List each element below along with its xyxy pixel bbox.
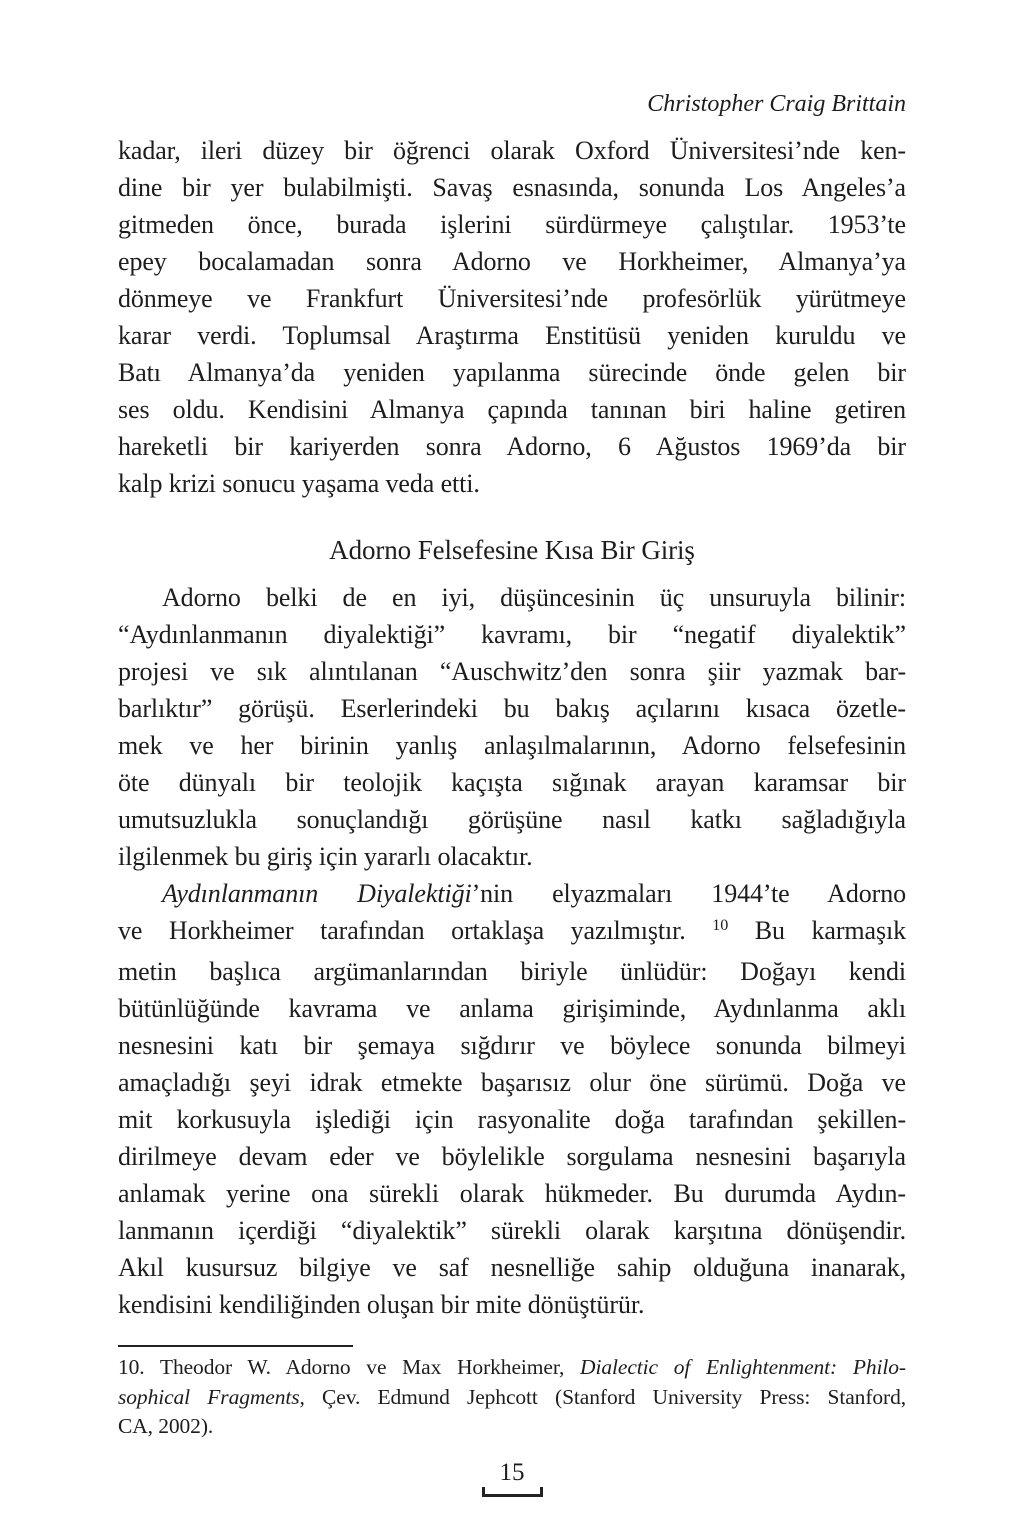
text-line <box>118 801 906 838</box>
text-segment: 10. Theodor W. Adorno ve Max Horkheimer, <box>118 1355 581 1379</box>
text-segment: Bu karmaşık <box>728 916 906 945</box>
text-segment: , Çev. Edmund Jephcott (Stanford University Press: Stanford, <box>299 1384 907 1409</box>
text-segment: projesi ve sık alıntılanan “Auschwitz’den sonra şiir yazmak bar- <box>118 657 906 686</box>
text-line <box>118 579 906 616</box>
text-segment: lanmanın içerdiği “diyalektik” sürekli olarak karşıtına dönüşendir. <box>118 1216 906 1245</box>
text-segment: bütünlüğünde kavrama ve anlama girişiminde, Aydınlanma aklı <box>118 994 906 1023</box>
text-segment: mek ve her birinin yanlış anlaşılmalarının, Adorno felsefesinin <box>118 731 906 760</box>
text-segment: dönmeye ve Frankfurt Üniversitesi’nde profesörlük yürütmeye <box>118 284 906 313</box>
text-line <box>118 1138 906 1175</box>
text-line <box>118 280 906 317</box>
text-segment: kendisini kendiliğinden oluşan bir mite dönüştürür. <box>118 1290 645 1319</box>
page-number: 15 <box>499 1458 525 1486</box>
text-line <box>118 354 906 391</box>
text-line <box>118 465 906 502</box>
paragraph-three-elements <box>118 579 906 875</box>
text-column <box>118 90 906 1497</box>
text-line <box>118 317 906 354</box>
text-line <box>118 838 906 875</box>
text-segment: ses oldu. Kendisini Almanya çapında tanınan biri haline getiren <box>118 395 906 424</box>
text-segment: nesnesini katı bir şemaya sığdırır ve böylece sonunda bilmeyi <box>118 1031 906 1060</box>
text-segment: gitmeden önce, burada işlerini sürdürmeye çalıştılar. 1953’te <box>118 210 906 239</box>
text-line <box>118 653 906 690</box>
text-segment: Adorno belki de en iyi, düşüncesinin üç unsuruyla bilinir: <box>162 583 906 612</box>
text-line <box>118 243 906 280</box>
page-number-bracket <box>482 1458 543 1497</box>
text-line <box>118 132 906 169</box>
text-segment: metin başlıca argümanlarından biriyle ünlüdür: Doğayı kendi <box>118 957 906 986</box>
text-segment: epey bocalamadan sonra Adorno ve Horkheimer, Almanya’ya <box>118 247 906 276</box>
text-segment: Batı Almanya’da yeniden yapılanma sürecinde önde gelen bir <box>118 358 906 387</box>
footnote-rule <box>118 1345 353 1347</box>
text-line <box>118 1027 906 1064</box>
paragraph-dialectic-of-enlightenment <box>118 875 906 1323</box>
text-line <box>118 206 906 243</box>
text-line <box>118 428 906 465</box>
text-line <box>118 1212 906 1249</box>
text-segment: ve Horkheimer tarafından ortaklaşa yazılmıştır. <box>118 916 713 945</box>
text-line <box>118 391 906 428</box>
text-segment: barlıktır” görüşü. Eserlerindeki bu bakış açılarını kısaca özetle- <box>118 694 906 723</box>
text-segment: karar verdi. Toplumsal Araştırma Enstitüsü yeniden kuruldu ve <box>118 321 906 350</box>
text-line <box>118 1286 906 1323</box>
text-line <box>118 1249 906 1286</box>
section-heading: Adorno Felsefesine Kısa Bir Giriş <box>329 535 695 565</box>
text-line <box>118 875 906 912</box>
text-segment: öte dünyalı bir teolojik kaçışta sığınak arayan karamsar bir <box>118 768 906 797</box>
italic-text-segment: Dialectic of Enlightenment: Philo- <box>580 1355 906 1379</box>
text-segment: ilgilenmek bu giriş için yararlı olacaktır. <box>118 842 533 871</box>
paragraph-biography <box>118 132 906 502</box>
text-line <box>118 616 906 653</box>
text-segment: amaçladığı şeyi idrak etmekte başarısız olur öne sürümü. Doğa ve <box>118 1068 906 1097</box>
footnote-10 <box>118 1353 906 1442</box>
text-segment: mit korkusuyla işlediği için rasyonalite doğa tarafından şekillen- <box>118 1105 906 1134</box>
text-line <box>118 727 906 764</box>
text-line <box>118 1412 906 1442</box>
text-segment: Akıl kusursuz bilgiye ve saf nesnelliğe sahip olduğuna inanarak, <box>118 1253 906 1282</box>
text-segment: dirilmeye devam eder ve böylelikle sorgulama nesnesini başarıyla <box>118 1142 906 1171</box>
text-line <box>118 690 906 727</box>
text-line <box>118 169 906 206</box>
text-line <box>118 1064 906 1101</box>
italic-text-segment: sophical Fragments <box>118 1384 300 1409</box>
text-segment: dine bir yer bulabilmişti. Savaş esnasında, sonunda Los Angeles’a <box>118 173 906 202</box>
text-segment: CA, 2002). <box>118 1414 214 1438</box>
text-line <box>118 764 906 801</box>
text-line <box>118 953 906 990</box>
text-line <box>118 990 906 1027</box>
text-line <box>118 912 906 953</box>
text-line <box>118 1353 906 1383</box>
text-line <box>118 1383 906 1413</box>
text-segment: umutsuzlukla sonuçlandığı görüşüne nasıl katkı sağladığıyla <box>118 805 906 834</box>
footnote-marker: 10 <box>712 917 729 935</box>
italic-text-segment: Aydınlanmanın Diyalektiği <box>162 879 472 908</box>
page-number-row <box>118 1458 906 1497</box>
text-segment: kadar, ileri düzey bir öğrenci olarak Oxford Üniversitesi’nde ken- <box>118 136 906 165</box>
text-segment: kalp krizi sonucu yaşama veda etti. <box>118 469 480 498</box>
body-text <box>118 132 906 1442</box>
text-line <box>118 1101 906 1138</box>
text-segment: ’nin elyazmaları 1944’te Adorno <box>471 879 906 908</box>
text-line <box>118 1175 906 1212</box>
text-segment: hareketli bir kariyerden sonra Adorno, 6 Ağustos 1969’da bir <box>118 432 906 461</box>
running-header: Christopher Craig Brittain <box>647 91 906 117</box>
text-segment: “Aydınlanmanın diyalektiği” kavramı, bir “negatif diyalektik” <box>118 620 906 649</box>
text-segment: anlamak yerine ona sürekli olarak hükmeder. Bu durumda Aydın- <box>118 1179 906 1208</box>
